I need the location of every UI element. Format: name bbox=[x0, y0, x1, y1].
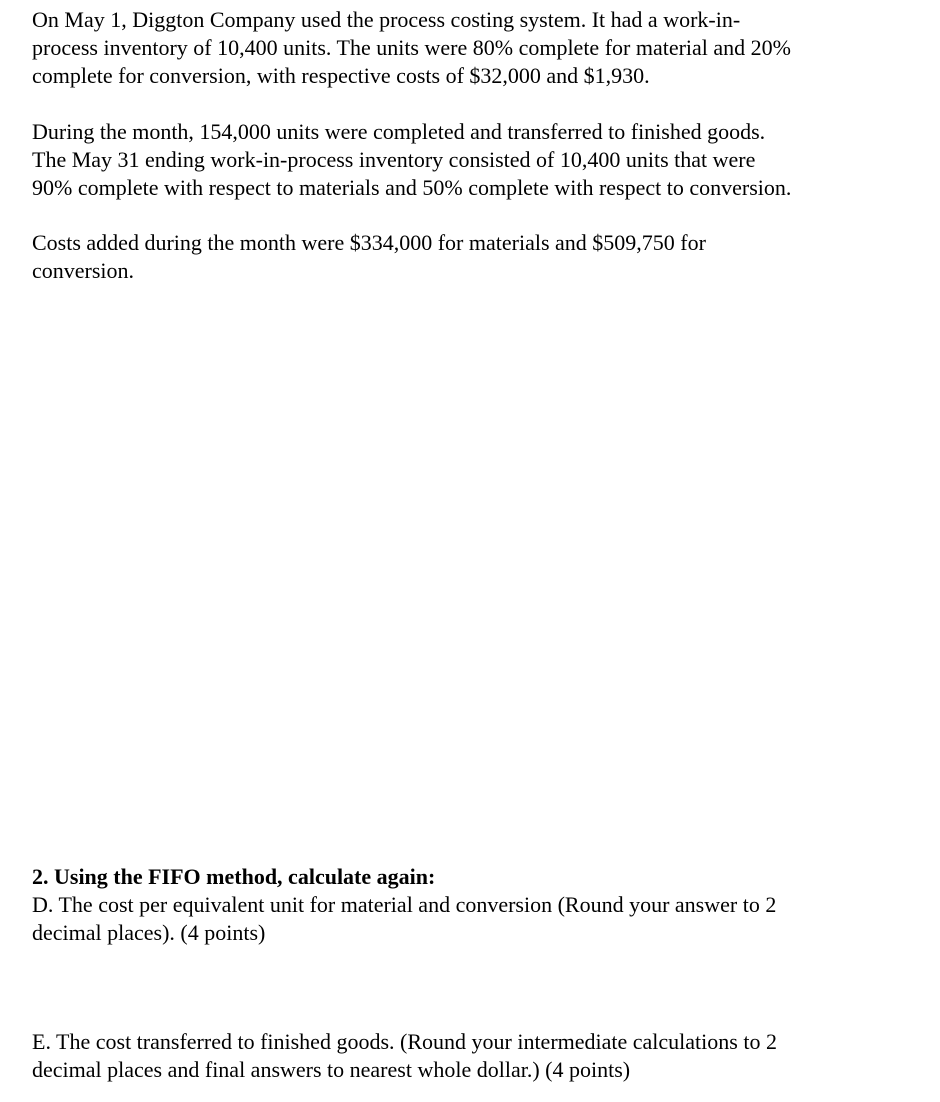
text-line: 90% complete with respect to materials and 50% complete with respect to conversion. bbox=[32, 175, 792, 200]
intro-paragraph bbox=[32, 6, 791, 90]
text-line: Costs added during the month were $334,000 for materials and $509,750 for bbox=[32, 230, 706, 255]
part-d-line: decimal places). (4 points) bbox=[32, 920, 266, 945]
part-e-line: E. The cost transferred to finished goods. (Round your intermediate calculations to 2 bbox=[32, 1029, 777, 1054]
text-line: process inventory of 10,400 units. The units were 80% complete for material and 20% bbox=[32, 35, 792, 60]
part-e-block bbox=[32, 1028, 777, 1084]
text-line: conversion. bbox=[32, 258, 135, 283]
text-line: On May 1, Diggton Company used the process costing system. It had a work-in- bbox=[32, 7, 741, 32]
part-d-line: D. The cost per equivalent unit for material and conversion (Round your answer to 2 bbox=[32, 892, 777, 917]
question-2-block bbox=[32, 863, 776, 947]
text-line: The May 31 ending work-in-process inventory consisted of 10,400 units that were bbox=[32, 147, 756, 172]
part-e-line: decimal places and final answers to nearest whole dollar.) (4 points) bbox=[32, 1057, 631, 1082]
question-2-heading: 2. Using the FIFO method, calculate again: bbox=[32, 864, 436, 889]
text-line: complete for conversion, with respective costs of $32,000 and $1,930. bbox=[32, 63, 650, 88]
costs-added-paragraph bbox=[32, 229, 706, 285]
text-line: During the month, 154,000 units were completed and transferred to finished goods. bbox=[32, 119, 766, 144]
month-activity-paragraph bbox=[32, 118, 791, 202]
